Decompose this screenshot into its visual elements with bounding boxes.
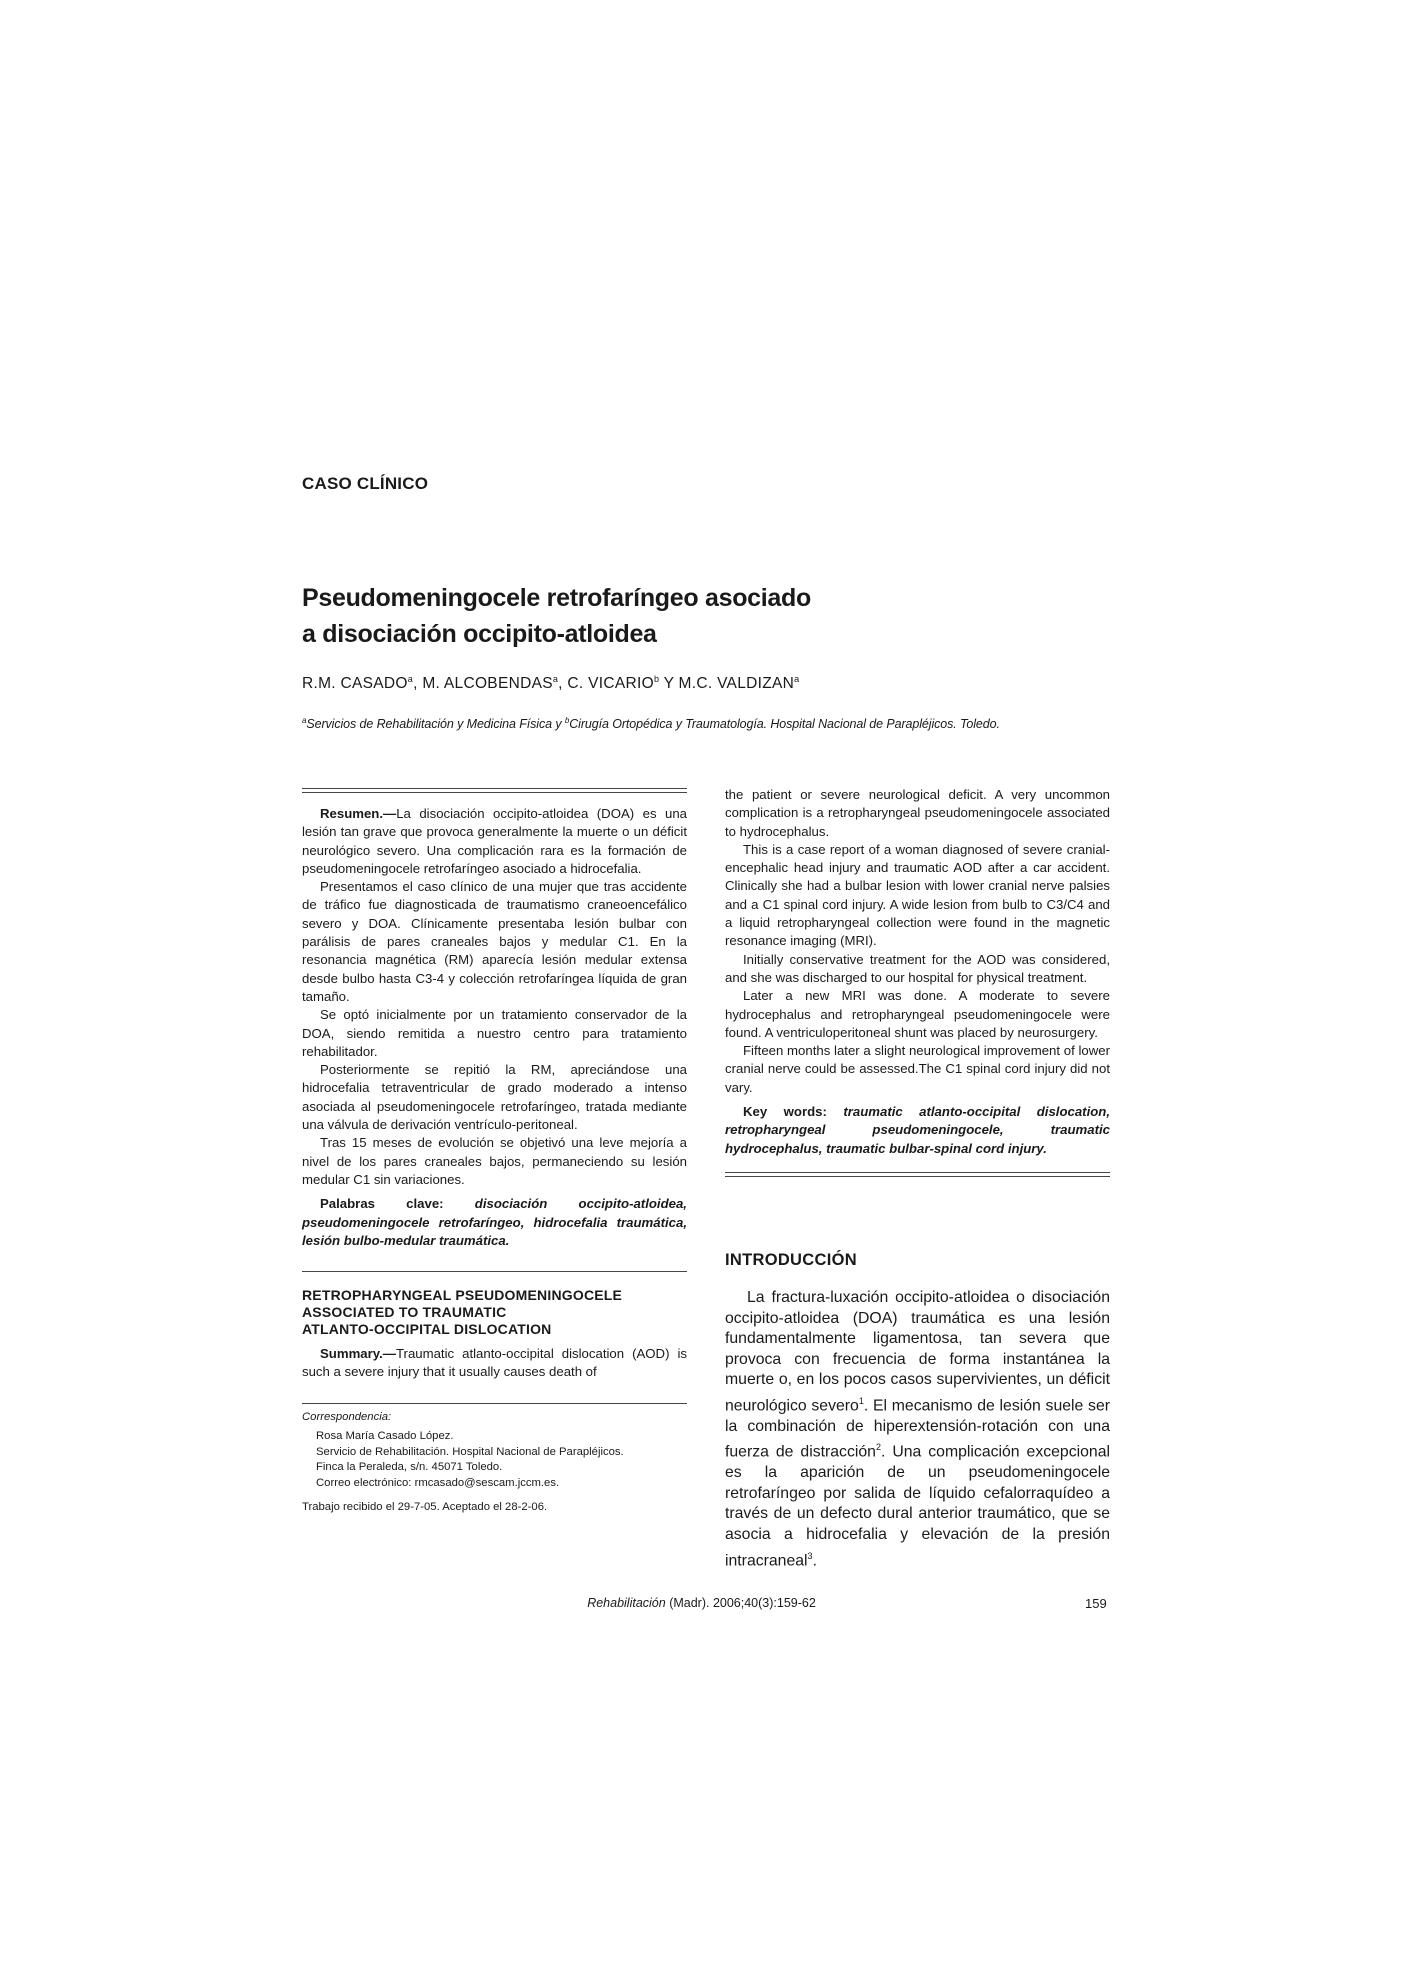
introduccion-heading: INTRODUCCIÓN [725, 1250, 857, 1269]
keywords-text: traumatic atlanto-occipital dislocation, retropharyngeal pseudomeningocele, traumatic hydrocephalus, traumatic bulbar-spinal cord injury. [725, 1104, 1111, 1156]
resumen-paragraph: Posteriormente se repitió la RM, apreciándose una hidrocefalia tetraventricular de grado moderado a intenso asociada al pseudomeningocele retrofaríngeo, tratada mediante una válvula de derivación ventrículo-peritoneal. [302, 1062, 687, 1133]
author-name: R.M. CASADO [302, 675, 408, 693]
section-label: CASO CLÍNICO [302, 474, 429, 493]
introduccion-paragraph [725, 1288, 1110, 1572]
intro-text: . Una complicación excepcional es la aparición de un pseudomeningocele retrofaríngeo por salida de líquido cefalorraquídeo a través de un defecto dural anterior traumático, que se asocia a hidrocefalia y elevación de la presión intracraneal [725, 1443, 1110, 1569]
author-sup: a [552, 674, 559, 684]
resumen-paragraph: Presentamos el caso clínico de una mujer que tras accidente de tráfico fue diagnosticada de traumatismo craneoencefálico severo y DOA. Clínicamente presentaba lesión bulbar con parálisis de pares craneales bajos y medular C1. En la resonancia magnética (RM) aparecía lesión medular extensa desde bulbo hasta C3-4 y colección retrofaríngea líquida de gran tamaño. [302, 879, 687, 1004]
correspondence [302, 1410, 687, 1516]
summary-lead: Summary.— [320, 1346, 396, 1362]
summary-paragraph: the patient or severe neurological deficit. A very uncommon complication is a retropharyngeal pseudomeningocele associated to hydrocephalus. [725, 787, 1110, 839]
affiliation-sup: a [302, 716, 307, 725]
correspondence-label: Correspondencia: [302, 1410, 392, 1423]
intro-text: La fractura-luxación occipito-atloidea o disociación occipito-atloidea (DOA) traumática es una lesión fundamentalmente ligamentosa, tan severa que provoca con frecuencia de forma instantánea la muerte o, en los pocos casos supervivientes, un déficit neurológico severo [725, 1288, 1110, 1415]
author-sup: a [407, 674, 414, 684]
resumen-keywords [302, 1195, 687, 1250]
resumen-lead: Resumen.— [320, 806, 397, 821]
affiliation [302, 716, 1000, 731]
summary-heading-line: RETROPHARYNGEAL PSEUDOMENINGOCELE [302, 1287, 623, 1304]
summary-paragraph: This is a case report of a woman diagnosed of severe cranial-encephalic head injury and traumatic AOD after a car accident. Clinically she had a bulbar lesion with lower cranial nerve palsies and a C1 spinal cord injury. A wide lesion from bulb to C3/C4 and a liquid retropharyngeal collection were found in the magnetic resonance imaging (MRI). [725, 841, 1110, 949]
author-list [302, 674, 799, 693]
resumen-paragraph: Se optó inicialmente por un tratamiento conservador de la DOA, siendo remitida a nuestro centro para tratamiento rehabilitador. [302, 1007, 687, 1059]
summary-heading-line: ATLANTO-OCCIPITAL DISLOCATION [302, 1321, 552, 1338]
keywords-text: disociación occipito-atloidea, pseudomeningocele retrofaríngeo, hidrocefalia traumática, lesión bulbo-medular traumática. [302, 1196, 687, 1248]
summary-keywords [725, 1103, 1110, 1158]
author-separator: Y [659, 675, 679, 693]
author-name: C. VICARIO [567, 675, 654, 693]
left-column [302, 788, 687, 1516]
author-sup: a [794, 674, 800, 684]
journal-issue: (Madr). 2006;40(3):159-62 [665, 1596, 816, 1610]
title-line-2: a disociación occipito-atloidea [302, 620, 657, 648]
affiliation-sup: b [564, 716, 570, 725]
affiliation-text: Cirugía Ortopédica y Traumatología. Hospital Nacional de Parapléjicos. Toledo. [569, 717, 1000, 732]
journal-citation [0, 1596, 1403, 1610]
correspondence-line: Finca la Peraleda, s/n. 45071 Toledo. [316, 1461, 503, 1474]
correspondence-line: Correo electrónico: rmcasado@sescam.jccm.es. [316, 1476, 560, 1489]
summary-paragraph: Initially conservative treatment for the AOD was considered, and she was discharged to our hospital for physical treatment. [725, 951, 1110, 985]
reference-sup: 2 [875, 1442, 881, 1453]
journal-name: Rehabilitación [587, 1596, 666, 1610]
correspondence-line: Servicio de Rehabilitación. Hospital Nacional de Parapléjicos. [316, 1445, 624, 1458]
summary-paragraph [302, 1345, 687, 1382]
title-line-1: Pseudomeningocele retrofaríngeo asociado [302, 584, 811, 612]
summary-paragraph: Later a new MRI was done. A moderate to severe hydrocephalus and retropharyngeal pseudomeningocele were found. A ventriculoperitoneal shunt was placed by neurosurgery. [725, 988, 1110, 1040]
reference-sup: 1 [858, 1395, 864, 1406]
author-sup: b [653, 674, 660, 684]
author-separator: , [558, 675, 568, 693]
intro-text: . [812, 1551, 817, 1569]
intro-text: . El mecanismo de lesión suele ser la combinación de hiperextensión-rotación con una fuerza de distracción [725, 1397, 1110, 1461]
summary-paragraph: Fifteen months later a slight neurological improvement of lower cranial nerve could be assessed.The C1 spinal cord injury did not vary. [725, 1043, 1110, 1095]
resumen-text: La disociación occipito-atloidea (DOA) es una lesión tan grave que provoca generalmente la muerte o un déficit neurológico severo. Una complicación rara es la formación de pseudomeningocele retrofaríngeo asociado a hidrocefalia. [302, 806, 687, 876]
affiliation-text: Servicios de Rehabilitación y Medicina Física y [306, 717, 565, 732]
resumen-paragraph [302, 805, 687, 878]
page-number: 159 [1085, 1596, 1107, 1611]
author-separator: , [413, 675, 423, 693]
summary-heading-line: ASSOCIATED TO TRAUMATIC [302, 1304, 507, 1321]
author-name: M. ALCOBENDAS [422, 675, 553, 693]
summary-heading [302, 1287, 687, 1338]
resumen-paragraph: Tras 15 meses de evolución se objetivó una leve mejoría a nivel de los pares craneales bajos, permaneciendo su lesión medular C1 sin variaciones. [302, 1135, 687, 1187]
right-column [725, 786, 1110, 1571]
article-title [302, 580, 1122, 652]
reference-sup: 3 [807, 1550, 813, 1561]
summary-text: Traumatic atlanto-occipital dislocation (AOD) is such a severe injury that it usually causes death of [302, 1346, 687, 1380]
author-name: M.C. VALDIZAN [678, 675, 795, 693]
keywords-label: Palabras clave: [320, 1196, 475, 1212]
received-date: Trabajo recibido el 29-7-05. Aceptado el 28-2-06. [302, 1501, 548, 1514]
correspondence-line: Rosa María Casado López. [316, 1430, 454, 1443]
keywords-label: Key words: [743, 1104, 844, 1120]
